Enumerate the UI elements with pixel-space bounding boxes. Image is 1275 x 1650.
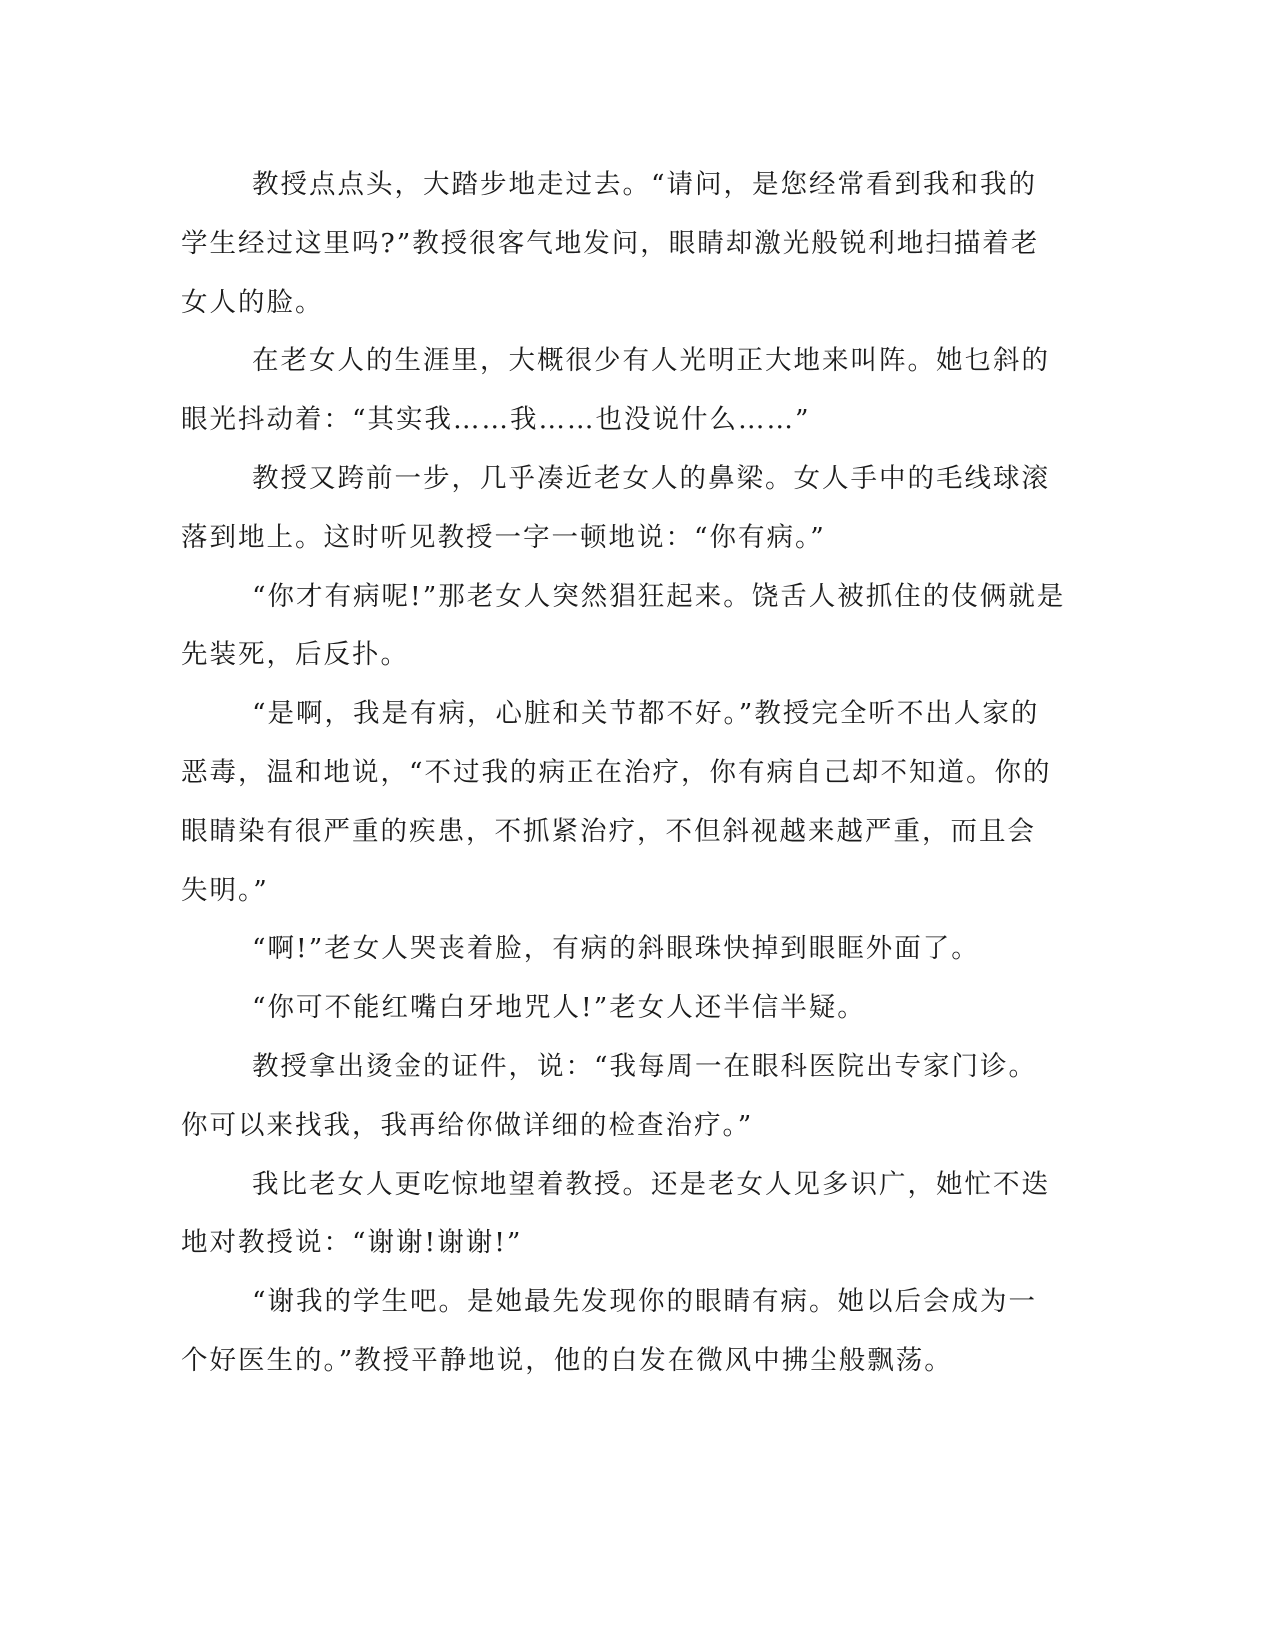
- text-line: 教授拿出烫金的证件，说：“我每周一在眼科医院出专家门诊。: [252, 1050, 1038, 1082]
- text-line: 我比老女人更吃惊地望着教授。还是老女人见多识广，她忙不迭: [252, 1168, 1050, 1200]
- text-line: 学生经过这里吗?”教授很客气地发问，眼睛却激光般锐利地扫描着老: [181, 227, 1040, 259]
- paragraph-1: [181, 156, 1040, 332]
- text-line: “你才有病呢!”那老女人突然猖狂起来。饶舌人被抓住的伎俩就是: [252, 580, 1066, 612]
- text-line: 个好医生的。”教授平静地说，他的白发在微风中拂尘般飘荡。: [181, 1344, 953, 1376]
- text-line: “你可不能红嘴白牙地咒人!”老女人还半信半疑。: [252, 992, 866, 1024]
- text-line: 眼光抖动着：“其实我……我……也没说什么……”: [181, 404, 811, 436]
- text-line: 落到地上。这时听见教授一字一顿地说：“你有病。”: [181, 521, 826, 553]
- paragraph-8: [181, 1038, 1036, 1156]
- text-line: 教授点点头，大踏步地走过去。“请问，是您经常看到我和我的: [252, 169, 1038, 200]
- paragraph-10: [181, 1273, 1036, 1391]
- text-line: “啊!”老女人哭丧着脸，有病的斜眼珠快掉到眼眶外面了。: [252, 933, 980, 965]
- text-line: 在老女人的生涯里，大概很少有人光明正大地来叫阵。她乜斜的: [252, 345, 1050, 377]
- text-line: 地对教授说：“谢谢!谢谢!”: [181, 1227, 523, 1259]
- text-line: 女人的脸。: [181, 286, 324, 318]
- paragraph-5: [181, 685, 1052, 920]
- text-line: 先装死，后反扑。: [181, 639, 409, 671]
- paragraph-6: [181, 920, 1036, 979]
- paragraph-9: [181, 1156, 1050, 1274]
- text-line: 你可以来找我，我再给你做详细的检查治疗。”: [181, 1109, 754, 1141]
- paragraph-7: [181, 979, 1036, 1038]
- text-line: “是啊，我是有病，心脏和关节都不好。”教授完全听不出人家的: [252, 698, 1040, 730]
- paragraph-4: [181, 568, 1066, 686]
- text-line: 教授又跨前一步，几乎凑近老女人的鼻梁。女人手中的毛线球滚: [252, 462, 1050, 494]
- document-body: [181, 156, 1066, 1391]
- paragraph-2: [181, 332, 1050, 450]
- text-line: 失明。”: [181, 874, 269, 906]
- paragraph-3: [181, 450, 1050, 568]
- text-line: 恶毒，温和地说，“不过我的病正在治疗，你有病自己却不知道。你的: [181, 756, 1052, 788]
- text-line: 眼睛染有很严重的疾患，不抓紧治疗，不但斜视越来越严重，而且会: [181, 815, 1036, 847]
- text-line: “谢我的学生吧。是她最先发现你的眼睛有病。她以后会成为一: [252, 1286, 1038, 1318]
